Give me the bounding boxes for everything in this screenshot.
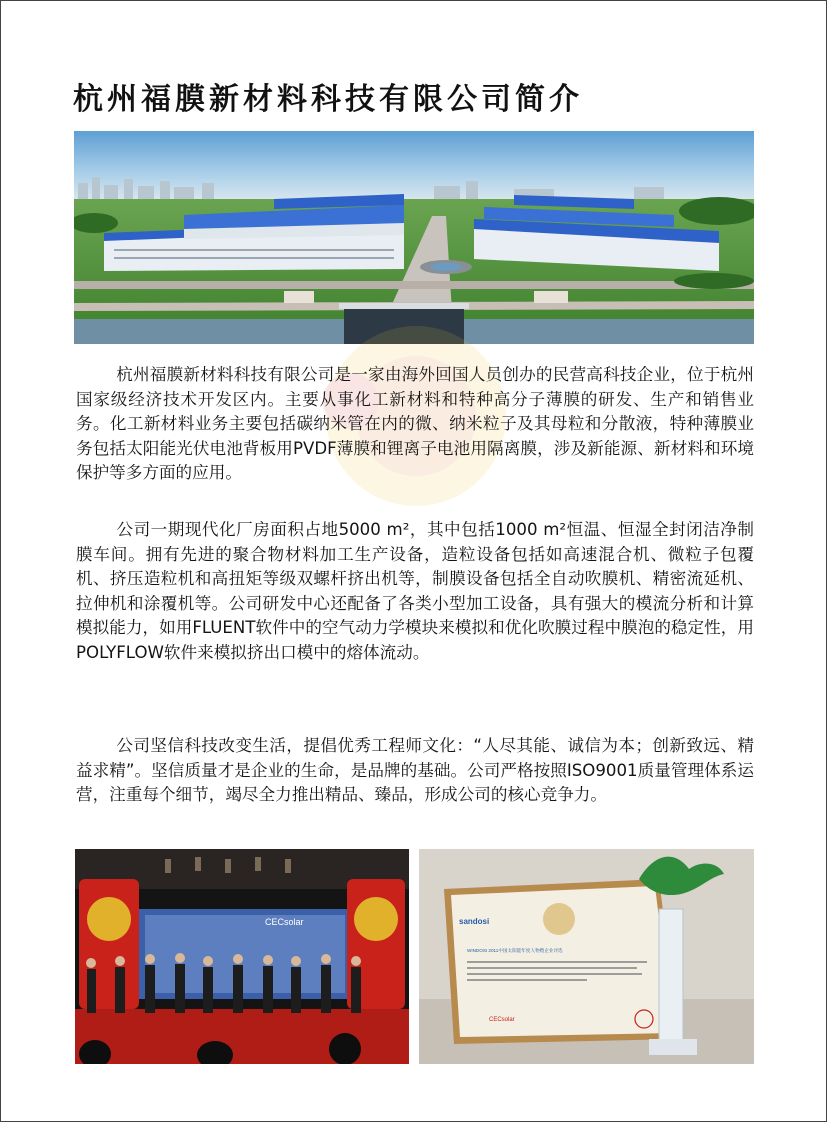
culture-text: 公司坚信科技改变生活，提倡优秀工程师文化：“人尽其能、诚信为本；创新致远、精益求精”。坚信质量才是企业的生命，是品牌的基础。公司严格按照ISO9001质量管理体系运营，注重每个细节，竭尽全力推出精品、臻品，形成公司的核心竞争力。 <box>76 736 754 805</box>
award-ceremony-photo <box>75 849 409 1064</box>
culture-paragraph <box>76 734 754 808</box>
award-certificate-photo <box>419 849 754 1064</box>
certificate-heading: WINDOSI 2011中国太阳能年度人物暨企业评选 <box>467 948 563 953</box>
intro-paragraph <box>76 363 754 486</box>
certificate-brand: sandosi <box>459 917 490 926</box>
certificate-footer: CECsolar <box>489 1017 515 1023</box>
facilities-text: 公司一期现代化厂房面积占地5000 m²，其中包括1000 m²恒温、恒湿全封闭洁净制膜车间。拥有先进的聚合物材料加工生产设备，造粒设备包括如高速混合机、微粒子包覆机、挤压造粒机和高扭矩等级双螺杆挤出机等，制膜设备包括全自动吹膜机、精密流延机、拉伸机和涂覆机等。公司研发中心还配备了各类小型加工设备，具有强大的模流分析和计算模拟能力，如用FLUENT软件中的空气动力学模块来模拟和优化吹膜过程中膜泡的稳定性，用POLYFLOW软件来模拟挤出口模中的熔体流动。 <box>76 520 754 662</box>
facilities-paragraph <box>76 518 754 666</box>
backdrop-brand: CECsolar <box>265 917 304 927</box>
intro-text: 杭州福膜新材料科技有限公司是一家由海外回国人员创办的民营高科技企业，位于杭州国家级经济技术开发区内。主要从事化工新材料和特种高分子薄膜的研发、生产和销售业务。化工新材料业务主要包括碳纳米管在内的微、纳米粒子及其母粒和分散液，特种薄膜业务包括太阳能光伏电池背板用PVDF薄膜和锂离子电池用隔离膜，涉及新能源、新材料和环境保护等多方面的应用。 <box>76 365 754 483</box>
factory-aerial-photo <box>74 131 754 344</box>
page-title: 杭州福膜新材料科技有限公司简介 <box>73 82 583 117</box>
